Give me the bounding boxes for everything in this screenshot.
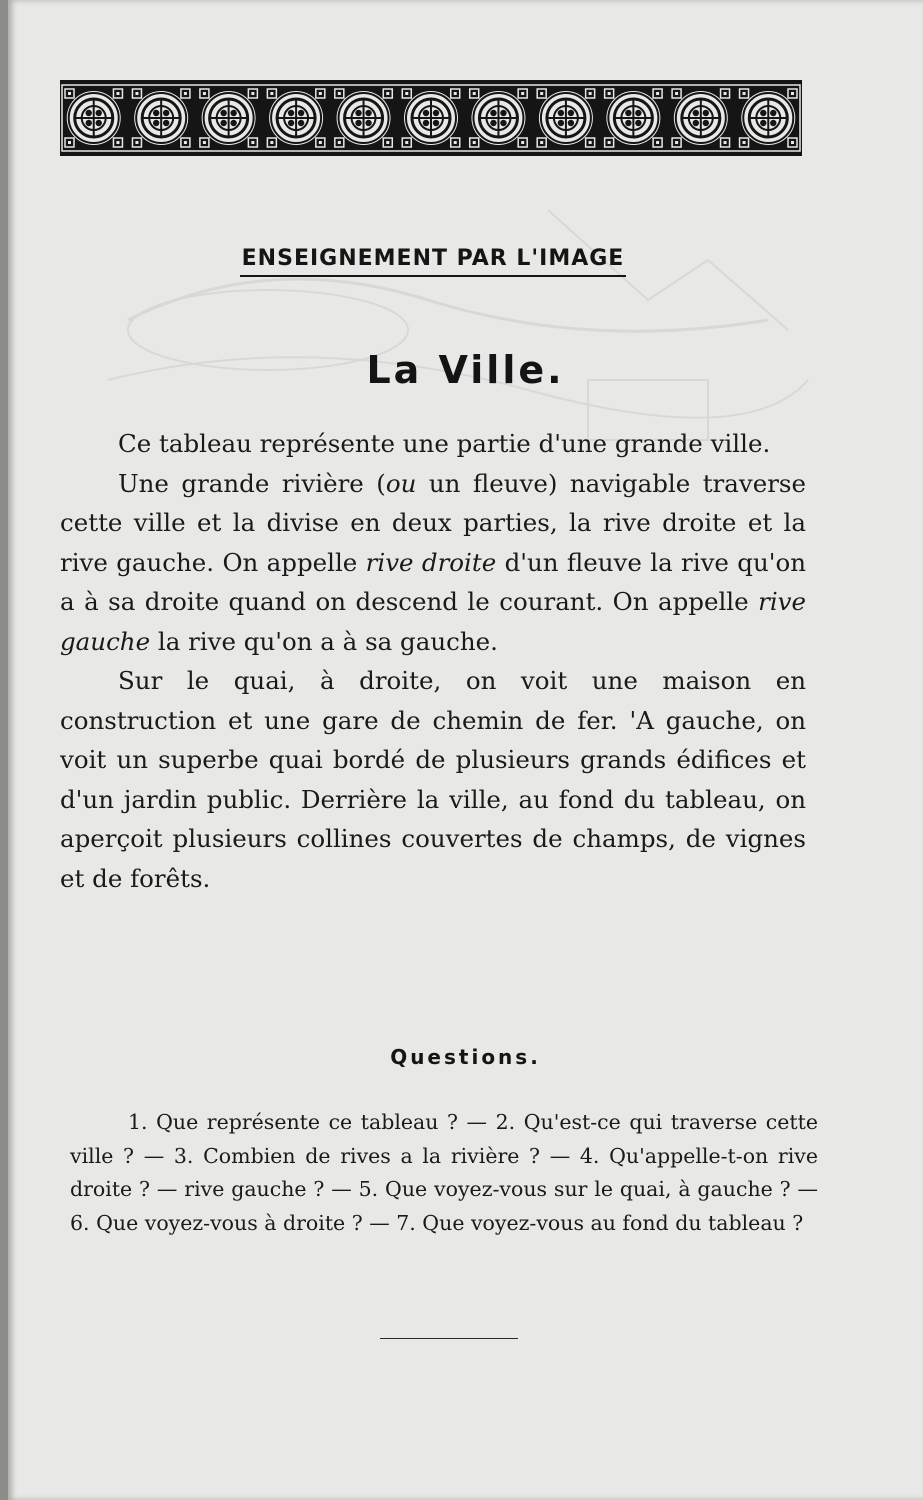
- questions-heading: Questions.: [390, 1045, 541, 1069]
- text-run: Une grande rivière (: [118, 468, 386, 498]
- text-run: la rive qu'on a à sa gauche.: [150, 626, 498, 656]
- questions-text: [70, 1106, 818, 1240]
- page-title: La Ville.: [366, 348, 565, 392]
- text-run: d'un fleuve la rive qu'on a à sa droite quand on descend le courant. On appelle: [60, 547, 807, 616]
- body-paragraph: [60, 424, 806, 464]
- text-run: Sur le quai, à droite, on voit une maison en construction et une gare de chemin de fer. 'A gauche, on voit un superbe quai bordé de plusieurs grands édifices et d'un jardin public. Derrière la ville, au fond du tableau, on aperçoit plusieurs collines couvertes de champs, de vignes et de forêts.: [60, 666, 806, 893]
- book-page: [8, 0, 923, 1500]
- italic-term: rive gauche: [60, 587, 806, 656]
- text-run: un fleuve) navigable traverse cette ville et la divise en deux parties, la rive droite et la rive gauche. On appelle: [60, 468, 807, 577]
- section-heading: ENSEIGNEMENT PAR L'IMAGE: [240, 246, 626, 277]
- body-paragraph: [60, 464, 806, 662]
- body-paragraph: [60, 661, 806, 898]
- body-text: [60, 424, 806, 898]
- italic-term: rive droite: [365, 547, 497, 577]
- italic-term: ou: [385, 468, 417, 498]
- questions-paragraph: 1. Que représente ce tableau ? — 2. Qu'est-ce qui traverse cette ville ? — 3. Combien de rives a la rivière ? — 4. Qu'appelle-t-on rive droite ? — rive gauche ? — 5. Que voyez-vous sur le quai, à gauche ? — 6. Que voyez-vous à droite ? — 7. Que voyez-vous au fond du tableau ?: [70, 1110, 818, 1235]
- decorative-banner: [60, 80, 802, 156]
- text-run: Ce tableau représente une partie d'une grande ville.: [118, 429, 771, 458]
- closing-rule: [380, 1338, 518, 1339]
